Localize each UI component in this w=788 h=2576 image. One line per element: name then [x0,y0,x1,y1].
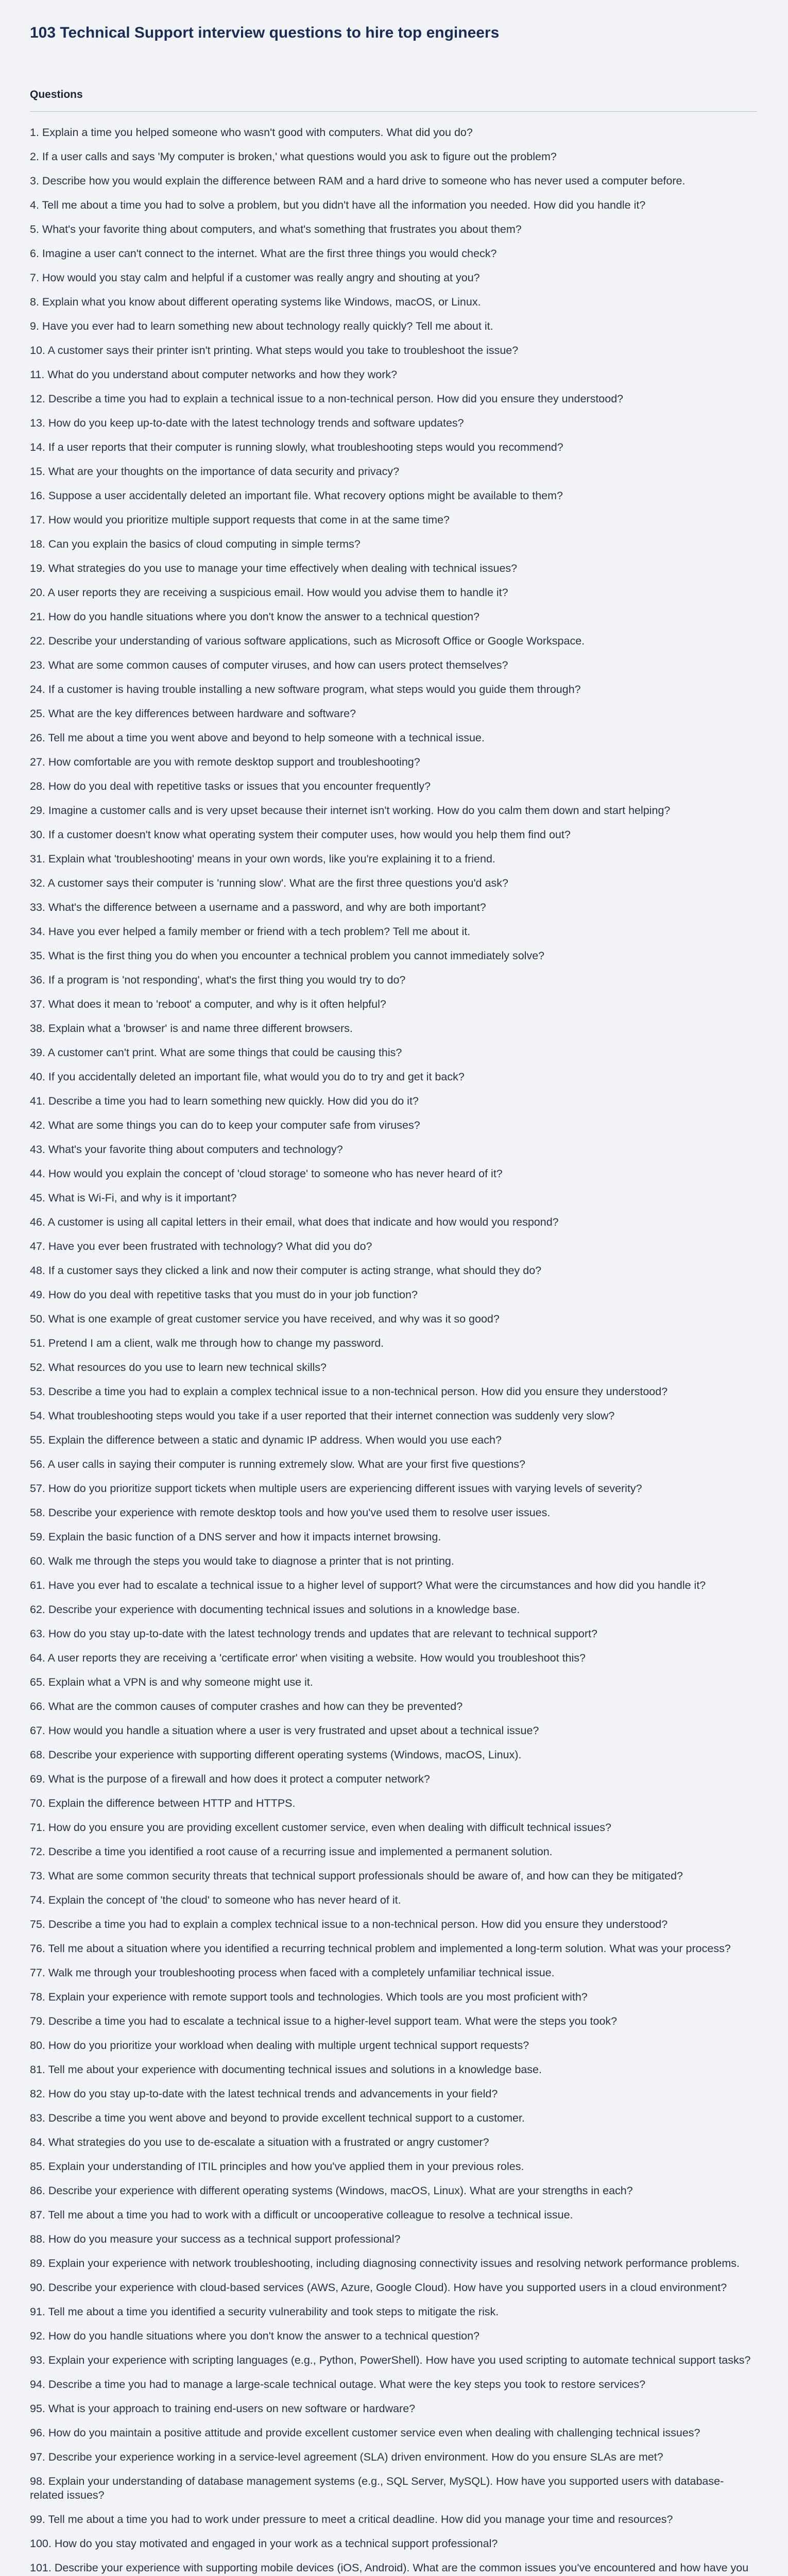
question-item: 50. What is one example of great customer service you have received, and why was it so good? [30,1313,500,1325]
question-item: 17. How would you prioritize multiple support requests that come in at the same time? [30,514,450,526]
question-item: 13. How do you keep up-to-date with the latest technology trends and software updates? [30,417,464,429]
question-item: 11. What do you understand about computer networks and how they work? [30,368,398,381]
question-item: 29. Imagine a customer calls and is very upset because their internet isn't working. How do you calm them down and start helping? [30,804,671,817]
question-item: 27. How comfortable are you with remote desktop support and troubleshooting? [30,756,420,768]
question-item: 86. Describe your experience with different operating systems (Windows, macOS, Linux). What are your strengths in each? [30,2184,633,2197]
question-item: 25. What are the key differences between hardware and software? [30,707,356,720]
question-item: 3. Describe how you would explain the difference between RAM and a hard drive to someone who has never used a computer before. [30,175,686,187]
question-item: 97. Describe your experience working in a service-level agreement (SLA) driven environment. How do you ensure SLAs are met? [30,2451,663,2463]
question-item: 8. Explain what you know about different operating systems like Windows, macOS, or Linux. [30,296,481,308]
question-item: 10. A customer says their printer isn't printing. What steps would you take to troubleshoot the issue? [30,344,519,357]
question-item: 20. A user reports they are receiving a suspicious email. How would you advise them to handle it? [30,586,508,599]
question-item: 45. What is Wi-Fi, and why is it important? [30,1192,237,1204]
question-item: 9. Have you ever had to learn something new about technology really quickly? Tell me about it. [30,320,493,332]
question-item: 53. Describe a time you had to explain a complex technical issue to a non-technical person. How did you ensure they understood? [30,1385,668,1398]
question-item: 39. A customer can't print. What are some things that could be causing this? [30,1046,402,1059]
question-item: 95. What is your approach to training end-users on new software or hardware? [30,2402,416,2415]
question-item: 73. What are some common security threats that technical support professionals should be aware of, and how can they be mitigated? [30,1870,683,1882]
question-item: 55. Explain the difference between a static and dynamic IP address. When would you use each? [30,1434,502,1446]
question-item: 22. Describe your understanding of various software applications, such as Microsoft Office or Google Workspace. [30,635,585,647]
question-item: 47. Have you ever been frustrated with technology? What did you do? [30,1240,372,1252]
question-item: 56. A user calls in saying their computer is running extremely slow. What are your first five questions? [30,1458,525,1470]
question-item: 51. Pretend I am a client, walk me through how to change my password. [30,1337,384,1349]
question-item: 46. A customer is using all capital letters in their email, what does that indicate and how would you respond? [30,1216,559,1228]
question-item: 87. Tell me about a time you had to work with a difficult or uncooperative colleague to resolve a technical issue. [30,2209,573,2221]
question-item: 80. How do you prioritize your workload when dealing with multiple urgent technical support requests? [30,2039,529,2052]
question-item: 66. What are the common causes of computer crashes and how can they be prevented? [30,1700,463,1713]
question-item: 40. If you accidentally deleted an important file, what would you do to try and get it back? [30,1071,465,1083]
question-item: 85. Explain your understanding of ITIL principles and how you've applied them in your previous roles. [30,2160,524,2173]
question-item: 88. How do you measure your success as a technical support professional? [30,2233,401,2245]
question-item: 28. How do you deal with repetitive tasks or issues that you encounter frequently? [30,780,431,792]
question-item: 91. Tell me about a time you identified a security vulnerability and took steps to mitigate the risk. [30,2306,499,2318]
question-item: 65. Explain what a VPN is and why someone might use it. [30,1676,313,1688]
question-item: 84. What strategies do you use to de-escalate a situation with a frustrated or angry customer? [30,2136,489,2148]
question-item: 83. Describe a time you went above and beyond to provide excellent technical support to a customer. [30,2112,525,2124]
question-item: 12. Describe a time you had to explain a technical issue to a non-technical person. How did you ensure they understood? [30,393,624,405]
question-item: 41. Describe a time you had to learn something new quickly. How did you do it? [30,1095,419,1107]
question-item: 34. Have you ever helped a family member or friend with a tech problem? Tell me about it. [30,925,471,938]
question-item: 54. What troubleshooting steps would you take if a user reported that their internet connection was suddenly very slow? [30,1410,615,1422]
question-item: 48. If a customer says they clicked a link and now their computer is acting strange, what should they do? [30,1264,542,1277]
question-item: 6. Imagine a user can't connect to the internet. What are the first three things you would check? [30,247,497,260]
question-item: 99. Tell me about a time you had to work under pressure to meet a critical deadline. How did you manage your time and resources? [30,2513,673,2526]
question-item: 71. How do you ensure you are providing excellent customer service, even when dealing with difficult technical issues? [30,1821,611,1834]
question-item: 15. What are your thoughts on the importance of data security and privacy? [30,465,400,478]
question-item: 81. Tell me about your experience with documenting technical issues and solutions in a knowledge base. [30,2063,542,2076]
question-item: 67. How would you handle a situation where a user is very frustrated and upset about a technical issue? [30,1724,539,1737]
question-item: 82. How do you stay up-to-date with the latest technical trends and advancements in your field? [30,2088,498,2100]
question-item: 24. If a customer is having trouble installing a new software program, what steps would you guide them through? [30,683,581,696]
question-item: 94. Describe a time you had to manage a large-scale technical outage. What were the key steps you took to restore services? [30,2378,646,2391]
page-title: 103 Technical Support interview questions to hire top engineers [30,24,500,41]
question-item: 69. What is the purpose of a firewall and how does it protect a computer network? [30,1773,430,1785]
question-item: 30. If a customer doesn't know what operating system their computer uses, how would you help them find out? [30,828,571,841]
question-item: 43. What's your favorite thing about computers and technology? [30,1143,343,1156]
question-item: 59. Explain the basic function of a DNS server and how it impacts internet browsing. [30,1531,441,1543]
question-item: 33. What's the difference between a username and a password, and why are both important? [30,901,486,913]
question-item: 2. If a user calls and says 'My computer is broken,' what questions would you ask to figure out the problem? [30,150,557,163]
question-list [30,126,751,2576]
question-item: 35. What is the first thing you do when you encounter a technical problem you cannot immediately solve? [30,950,545,962]
question-item: 101. Describe your experience with supporting mobile devices (iOS, Android). What are the common issues you've encountered and how have you [30,2562,749,2574]
question-item: 21. How do you handle situations where you don't know the answer to a technical question? [30,611,480,623]
question-item: 18. Can you explain the basics of cloud computing in simple terms? [30,538,361,550]
question-item: 57. How do you prioritize support tickets when multiple users are experiencing different issues with varying levels of severity? [30,1482,642,1495]
question-item: 77. Walk me through your troubleshooting process when faced with a completely unfamiliar technical issue. [30,1967,555,1979]
question-item: 62. Describe your experience with documenting technical issues and solutions in a knowledge base. [30,1603,520,1616]
question-item: 26. Tell me about a time you went above and beyond to help someone with a technical issue. [30,732,485,744]
question-item: 42. What are some things you can do to keep your computer safe from viruses? [30,1119,420,1131]
question-item: 79. Describe a time you had to escalate a technical issue to a higher-level support team. What were the steps you took? [30,2015,618,2027]
question-item: 74. Explain the concept of 'the cloud' to someone who has never heard of it. [30,1894,401,1906]
question-item: 36. If a program is 'not responding', what's the first thing you would try to do? [30,974,406,986]
question-item: 78. Explain your experience with remote support tools and technologies. Which tools are you most proficient with? [30,1991,588,2003]
question-item: 19. What strategies do you use to manage your time effectively when dealing with technical issues? [30,562,518,574]
section-heading: Questions [30,89,83,100]
question-item: 90. Describe your experience with cloud-based services (AWS, Azure, Google Cloud). How have you supported users in a cloud environment? [30,2281,727,2294]
section-divider [30,111,757,112]
question-item: 4. Tell me about a time you had to solve a problem, but you didn't have all the information you needed. How did you handle it? [30,199,646,211]
question-item: 16. Suppose a user accidentally deleted an important file. What recovery options might be available to them? [30,489,563,502]
question-item: 14. If a user reports that their computer is running slowly, what troubleshooting steps would you recommend? [30,441,563,453]
question-item: 49. How do you deal with repetitive tasks that you must do in your job function? [30,1289,418,1301]
question-item: 44. How would you explain the concept of 'cloud storage' to someone who has never heard of it? [30,1167,503,1180]
question-item: 96. How do you maintain a positive attitude and provide excellent customer service even when dealing with challenging technical issues? [30,2427,700,2439]
question-item: 37. What does it mean to 'reboot' a computer, and why is it often helpful? [30,998,386,1010]
question-item: 32. A customer says their computer is 'running slow'. What are the first three questions you'd ask? [30,877,508,889]
question-item: 70. Explain the difference between HTTP and HTTPS. [30,1797,296,1809]
question-item: 31. Explain what 'troubleshooting' means in your own words, like you're explaining it to a friend. [30,853,495,865]
question-item: 75. Describe a time you had to explain a complex technical issue to a non-technical person. How did you ensure they understood? [30,1918,668,1930]
question-item: 92. How do you handle situations where you don't know the answer to a technical question? [30,2330,480,2342]
question-item: 89. Explain your experience with network troubleshooting, including diagnosing connectivity issues and resolving network performance problems. [30,2257,740,2269]
question-item: 58. Describe your experience with remote desktop tools and how you've used them to resolve user issues. [30,1506,551,1519]
question-item: 93. Explain your experience with scripting languages (e.g., Python, PowerShell). How have you used scripting to automate technical support tasks? [30,2354,751,2366]
question-item: 100. How do you stay motivated and engaged in your work as a technical support professional? [30,2537,498,2550]
question-item: 7. How would you stay calm and helpful if a customer was really angry and shouting at you? [30,272,480,284]
question-item: 52. What resources do you use to learn new technical skills? [30,1361,327,1374]
question-item: 61. Have you ever had to escalate a technical issue to a higher level of support? What were the circumstances and how did you handle it? [30,1579,706,1591]
question-item: 72. Describe a time you identified a root cause of a recurring issue and implemented a permanent solution. [30,1845,553,1858]
question-item: 60. Walk me through the steps you would take to diagnose a printer that is not printing. [30,1555,454,1567]
question-item: 38. Explain what a 'browser' is and name three different browsers. [30,1022,353,1035]
question-item: 64. A user reports they are receiving a 'certificate error' when visiting a website. How would you troubleshoot this? [30,1652,586,1664]
question-item: 68. Describe your experience with supporting different operating systems (Windows, macOS, Linux). [30,1749,522,1761]
question-item: 76. Tell me about a situation where you identified a recurring technical problem and implemented a long-term solution. What was your process? [30,1942,731,1955]
question-item: 23. What are some common causes of computer viruses, and how can users protect themselves? [30,659,508,671]
question-item: 63. How do you stay up-to-date with the latest technology trends and updates that are relevant to technical support? [30,1628,597,1640]
question-item: 1. Explain a time you helped someone who wasn't good with computers. What did you do? [30,126,473,139]
question-item: 98. Explain your understanding of database management systems (e.g., SQL Server, MySQL). How have you supported users with database-related issues? [30,2475,724,2501]
question-item: 5. What's your favorite thing about computers, and what's something that frustrates you about them? [30,223,522,235]
